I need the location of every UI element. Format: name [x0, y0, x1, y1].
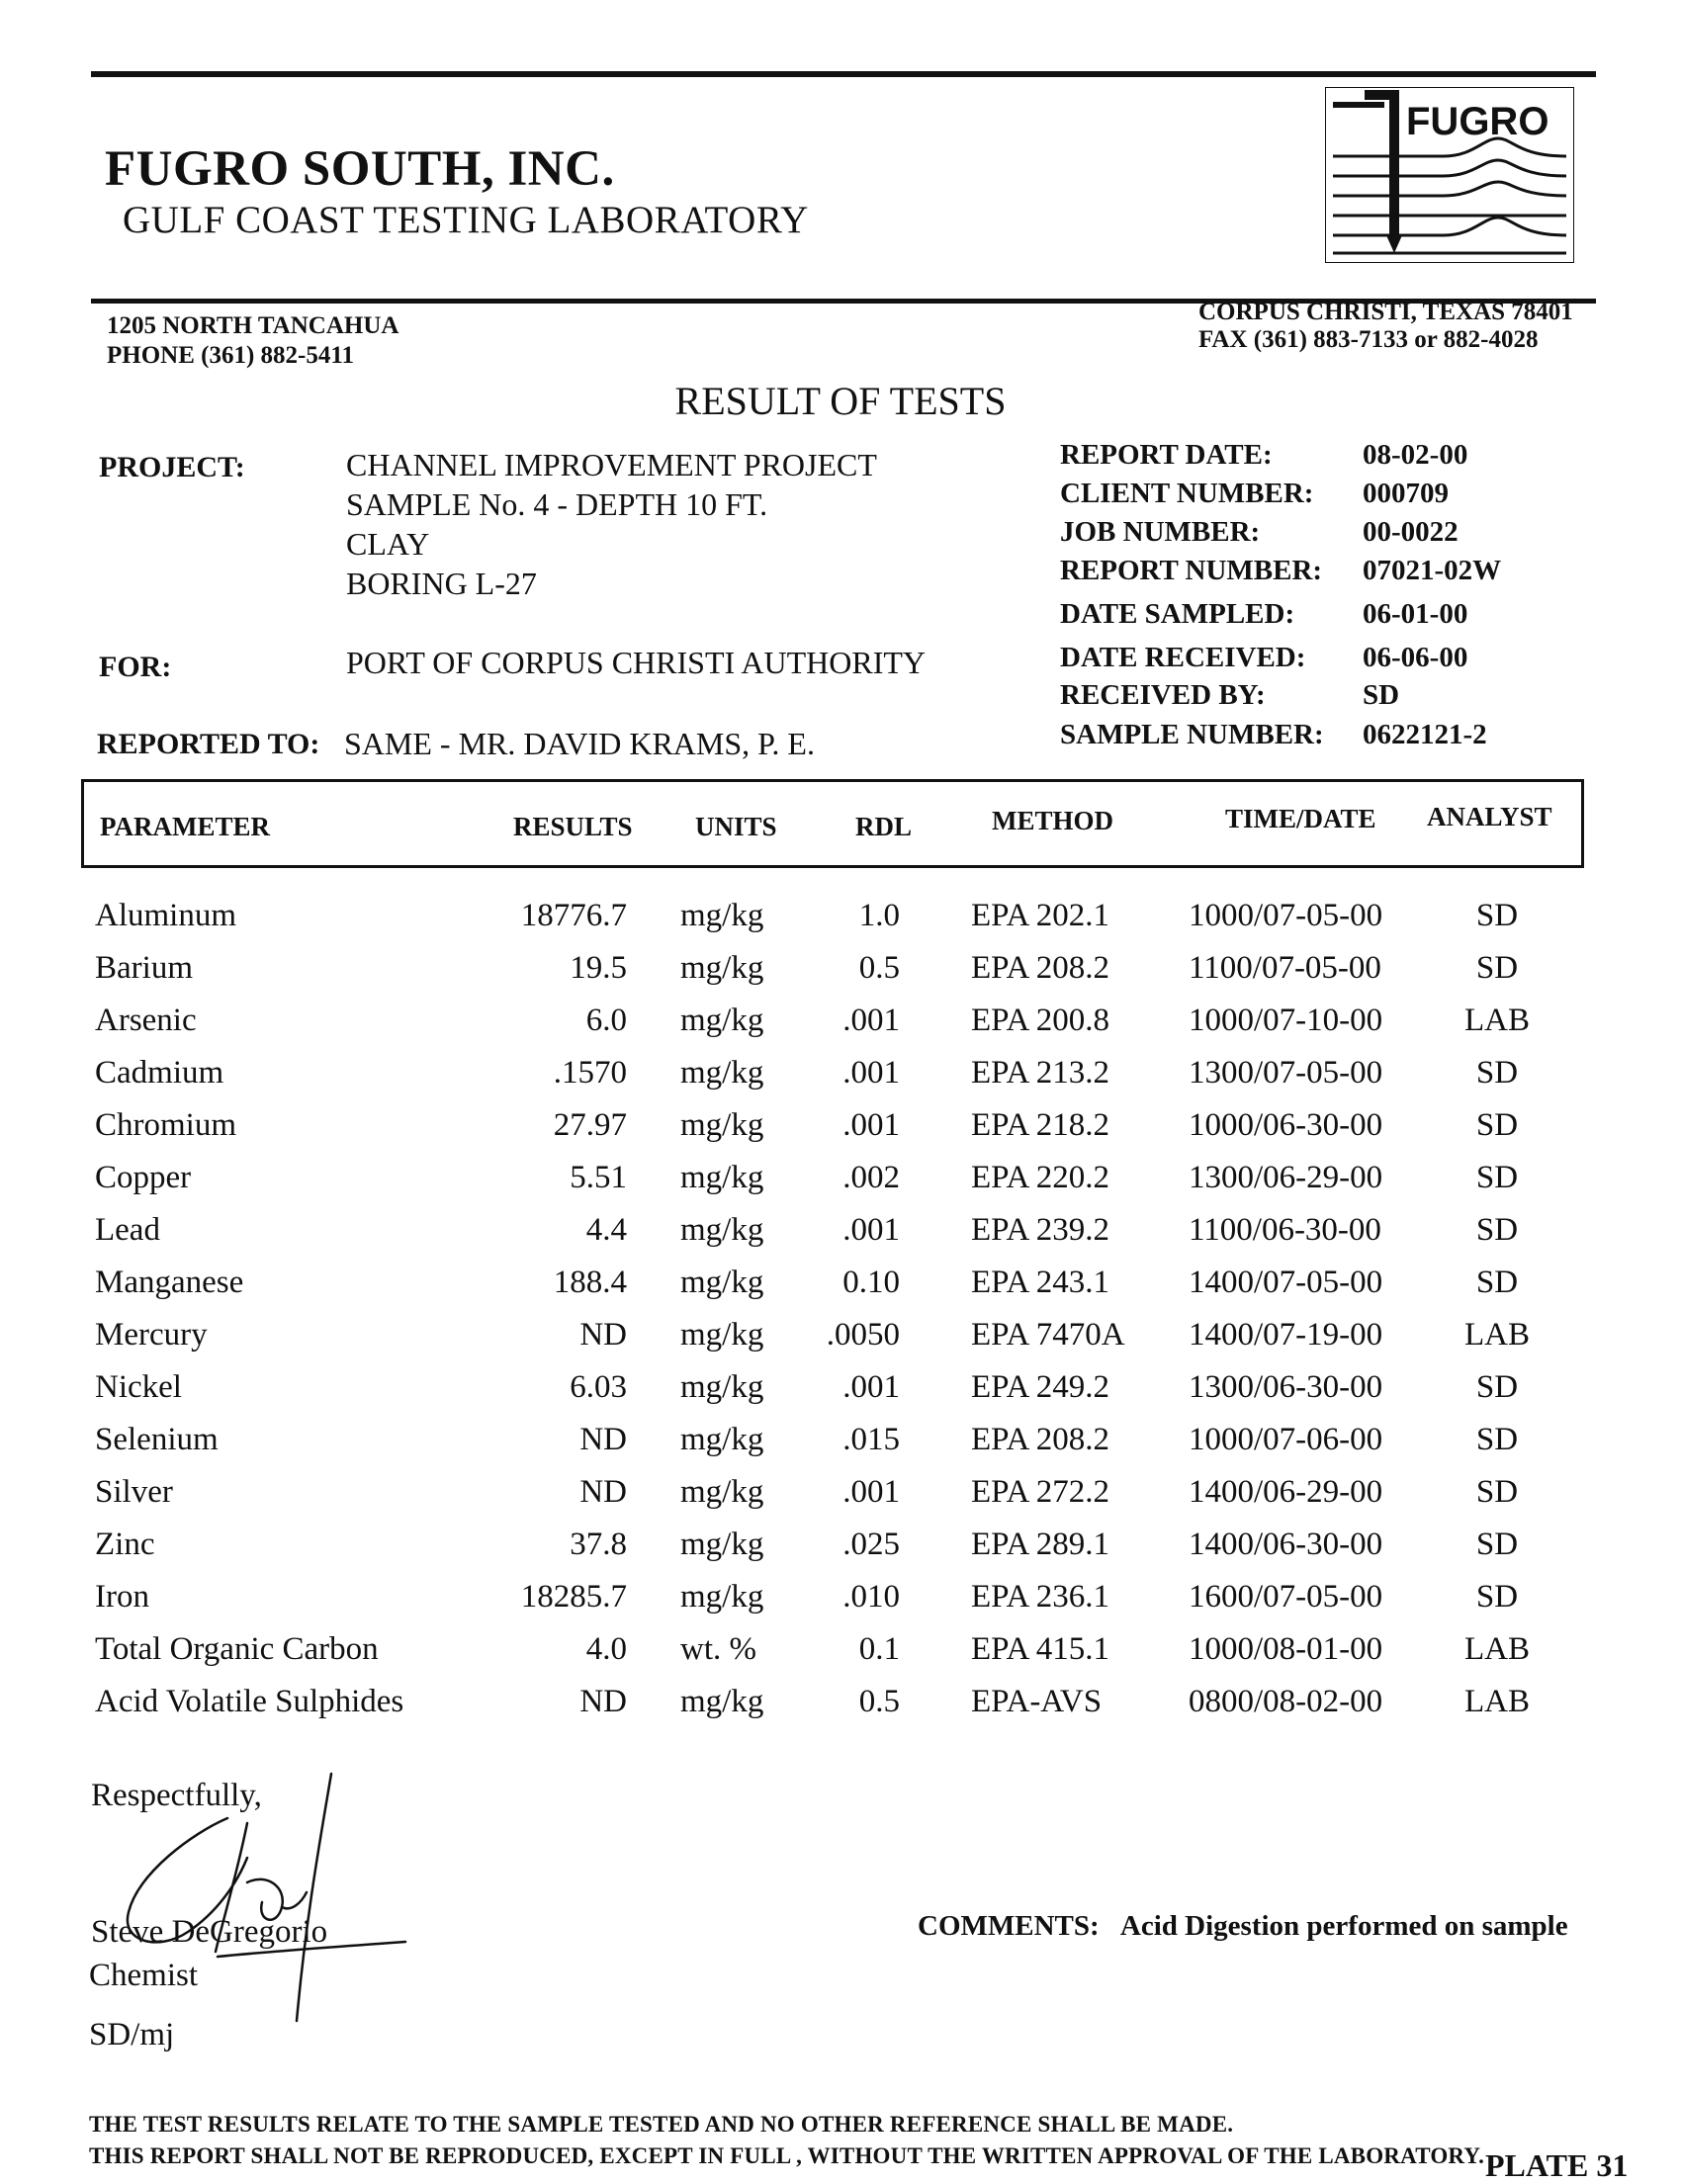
cell-time-date: 1300/06-29-00 [1189, 1160, 1383, 1195]
cell-result: 6.03 [570, 1369, 627, 1405]
column-header-parameter: PARAMETER [100, 812, 270, 841]
cell-analyst: LAB [1464, 1003, 1530, 1038]
cell-method: EPA 415.1 [971, 1631, 1109, 1667]
project-lines [346, 445, 877, 603]
project-line: CLAY [346, 526, 430, 562]
footer-line-1: THE TEST RESULTS RELATE TO THE SAMPLE TESTED AND NO OTHER REFERENCE SHALL BE MADE. [89, 2112, 1234, 2137]
meta-label: JOB NUMBER: [1060, 516, 1261, 548]
meta-value: 06-06-00 [1363, 642, 1468, 673]
comments-label: COMMENTS: [918, 1910, 1100, 1942]
cell-analyst: SD [1475, 1160, 1519, 1195]
meta-label: CLIENT NUMBER: [1060, 478, 1314, 509]
cell-result: 4.4 [585, 1212, 627, 1248]
table-row [0, 1466, 1681, 1519]
table-row [0, 1676, 1681, 1728]
cell-time-date: 1300/06-30-00 [1189, 1369, 1383, 1405]
cell-analyst: SD [1475, 1579, 1519, 1615]
cell-method: EPA 208.2 [971, 1422, 1109, 1457]
cell-time-date: 1400/07-05-00 [1189, 1265, 1383, 1300]
table-header [81, 779, 1584, 868]
phone: PHONE (361) 882-5411 [107, 342, 354, 369]
signer-name: Steve DeGregorio [91, 1914, 328, 1950]
cell-analyst: SD [1475, 898, 1519, 933]
meta-label: DATE RECEIVED: [1060, 642, 1306, 673]
cell-rdl: 0.5 [858, 950, 900, 986]
signer-title: Chemist [89, 1958, 199, 1993]
cell-result: 27.97 [553, 1107, 627, 1143]
lab-name: GULF COAST TESTING LABORATORY [123, 199, 809, 241]
cell-parameter: Zinc [95, 1527, 155, 1562]
cell-parameter: Chromium [95, 1107, 237, 1143]
cell-method: EPA 218.2 [971, 1107, 1109, 1143]
cell-rdl: .001 [842, 1474, 900, 1510]
cell-rdl: .001 [842, 1369, 900, 1405]
table-row [0, 1152, 1681, 1204]
cell-units: mg/kg [680, 1107, 764, 1143]
cell-analyst: SD [1475, 1265, 1519, 1300]
project-label: PROJECT: [99, 451, 245, 483]
cell-method: EPA 249.2 [971, 1369, 1109, 1405]
cell-time-date: 1000/07-05-00 [1189, 898, 1383, 933]
cell-time-date: 1000/08-01-00 [1189, 1631, 1383, 1667]
meta-row [1060, 555, 1594, 598]
cell-time-date: 1100/07-05-00 [1189, 950, 1381, 986]
cell-units: mg/kg [680, 898, 764, 933]
meta-row [1060, 516, 1594, 555]
cell-parameter: Iron [95, 1579, 149, 1615]
project-line: BORING L-27 [346, 566, 537, 601]
cell-result: .1570 [553, 1055, 627, 1091]
cell-rdl: .0050 [826, 1317, 900, 1353]
project-line: SAMPLE No. 4 - DEPTH 10 FT. [346, 486, 768, 522]
header-top-rule [91, 71, 1596, 77]
cell-time-date: 1000/07-10-00 [1189, 1003, 1383, 1038]
cell-rdl: .001 [842, 1003, 900, 1038]
cell-time-date: 1300/07-05-00 [1189, 1055, 1383, 1091]
table-row [0, 1257, 1681, 1309]
table-row [0, 1204, 1681, 1257]
cell-result: 37.8 [570, 1527, 627, 1562]
report-meta [1060, 439, 1594, 758]
cell-time-date: 1600/07-05-00 [1189, 1579, 1383, 1615]
cell-rdl: .002 [842, 1160, 900, 1195]
cell-rdl: .025 [842, 1527, 900, 1562]
address: 1205 NORTH TANCAHUA [107, 312, 399, 339]
cell-rdl: .001 [842, 1212, 900, 1248]
cell-method: EPA-AVS [971, 1684, 1103, 1719]
cell-rdl: 0.10 [842, 1265, 900, 1300]
table-row [0, 1099, 1681, 1152]
cell-method: EPA 289.1 [971, 1527, 1109, 1562]
table-row [0, 1571, 1681, 1623]
cell-parameter: Copper [95, 1160, 192, 1195]
meta-value: SD [1363, 679, 1400, 711]
meta-value: 00-0022 [1363, 516, 1459, 548]
cell-parameter: Selenium [95, 1422, 219, 1457]
cell-units: mg/kg [680, 1527, 764, 1562]
cell-units: mg/kg [680, 950, 764, 986]
meta-label: DATE SAMPLED: [1060, 598, 1295, 630]
cell-time-date: 1400/07-19-00 [1189, 1317, 1383, 1353]
cell-rdl: 0.1 [858, 1631, 900, 1667]
meta-label: SAMPLE NUMBER: [1060, 719, 1324, 750]
cell-analyst: SD [1475, 1107, 1519, 1143]
cell-time-date: 1100/06-30-00 [1189, 1212, 1381, 1248]
cell-parameter: Lead [95, 1212, 160, 1248]
results-table-body [0, 890, 1681, 1728]
cell-result: 188.4 [553, 1265, 627, 1300]
table-row [0, 890, 1681, 942]
cell-parameter: Acid Volatile Sulphides [95, 1684, 404, 1719]
for-value: PORT OF CORPUS CHRISTI AUTHORITY [346, 645, 927, 680]
cell-result: 18776.7 [520, 898, 627, 933]
table-row [0, 1519, 1681, 1571]
meta-value: 000709 [1363, 478, 1449, 509]
meta-value: 0622121-2 [1363, 719, 1487, 750]
cell-result: 18285.7 [520, 1579, 627, 1615]
cell-method: EPA 272.2 [971, 1474, 1109, 1510]
table-row [0, 1309, 1681, 1361]
cell-result: 5.51 [570, 1160, 627, 1195]
cell-time-date: 1000/06-30-00 [1189, 1107, 1383, 1143]
meta-value: 06-01-00 [1363, 598, 1468, 630]
cell-parameter: Silver [95, 1474, 173, 1510]
meta-row [1060, 719, 1594, 758]
cell-result: ND [579, 1422, 627, 1457]
cell-parameter: Mercury [95, 1317, 208, 1353]
cell-rdl: .010 [842, 1579, 900, 1615]
company-name: FUGRO SOUTH, INC. [105, 141, 615, 197]
cell-method: EPA 239.2 [971, 1212, 1109, 1248]
cell-result: 4.0 [585, 1631, 627, 1667]
cell-method: EPA 220.2 [971, 1160, 1109, 1195]
cell-units: mg/kg [680, 1265, 764, 1300]
table-row [0, 1047, 1681, 1099]
cell-parameter: Total Organic Carbon [95, 1631, 379, 1667]
cell-time-date: 1400/06-29-00 [1189, 1474, 1383, 1510]
cell-method: EPA 7470A [971, 1317, 1125, 1353]
meta-label: RECEIVED BY: [1060, 679, 1266, 711]
column-header-rdl: RDL [855, 812, 913, 841]
cell-rdl: 0.5 [858, 1684, 900, 1719]
cell-analyst: SD [1475, 1055, 1519, 1091]
cell-parameter: Manganese [95, 1265, 244, 1300]
cell-time-date: 1400/06-30-00 [1189, 1527, 1383, 1562]
cell-method: EPA 208.2 [971, 950, 1109, 986]
cell-rdl: .015 [842, 1422, 900, 1457]
cell-parameter: Aluminum [95, 898, 237, 933]
column-header-units: UNITS [695, 812, 777, 841]
cell-analyst: SD [1475, 950, 1519, 986]
comments-value: Acid Digestion performed on sample [1119, 1910, 1568, 1942]
cell-analyst: SD [1475, 1527, 1519, 1562]
cell-method: EPA 243.1 [971, 1265, 1109, 1300]
cell-units: mg/kg [680, 1055, 764, 1091]
cell-result: 6.0 [585, 1003, 627, 1038]
cell-units: wt. % [680, 1631, 756, 1667]
meta-value: 07021-02W [1363, 555, 1502, 586]
meta-row [1060, 598, 1594, 642]
cell-rdl: .001 [842, 1107, 900, 1143]
footer-line-2: THIS REPORT SHALL NOT BE REPRODUCED, EXCEPT IN FULL , WITHOUT THE WRITTEN APPROVAL OF THE LABORATORY. [89, 2143, 1485, 2168]
cell-method: EPA 200.8 [971, 1003, 1109, 1038]
city: CORPUS CHRISTI, TEXAS 78401 [1198, 299, 1573, 325]
plate-number: PLATE 31 [1485, 2147, 1629, 2183]
cell-analyst: SD [1475, 1422, 1519, 1457]
table-row [0, 1414, 1681, 1466]
cell-analyst: LAB [1464, 1317, 1530, 1353]
report-title: RESULT OF TESTS [674, 379, 1007, 423]
cell-units: mg/kg [680, 1474, 764, 1510]
meta-row [1060, 478, 1594, 516]
cell-result: ND [579, 1684, 627, 1719]
table-row [0, 1361, 1681, 1414]
cell-method: EPA 213.2 [971, 1055, 1109, 1091]
cell-analyst: SD [1475, 1212, 1519, 1248]
cell-units: mg/kg [680, 1317, 764, 1353]
table-row [0, 1623, 1681, 1676]
cell-units: mg/kg [680, 1422, 764, 1457]
column-header-time-date: TIME/DATE [1225, 804, 1376, 833]
cell-parameter: Cadmium [95, 1055, 224, 1091]
cell-rdl: 1.0 [858, 898, 900, 933]
meta-label: REPORT DATE: [1060, 439, 1273, 471]
table-row [0, 942, 1681, 995]
meta-row [1060, 679, 1594, 719]
column-header-results: RESULTS [513, 812, 633, 841]
cell-units: mg/kg [680, 1160, 764, 1195]
cell-result: 19.5 [570, 950, 627, 986]
cell-time-date: 0800/08-02-00 [1189, 1684, 1383, 1719]
column-header-method: METHOD [992, 806, 1114, 835]
cell-rdl: .001 [842, 1055, 900, 1091]
meta-row [1060, 642, 1594, 679]
column-header-analyst: ANALYST [1427, 802, 1552, 831]
cell-units: mg/kg [680, 1579, 764, 1615]
reported-to-value: SAME - MR. DAVID KRAMS, P. E. [344, 726, 815, 761]
cell-units: mg/kg [680, 1684, 764, 1719]
cell-parameter: Arsenic [95, 1003, 197, 1038]
typist-initials: SD/mj [89, 2017, 175, 2053]
cell-analyst: LAB [1464, 1684, 1530, 1719]
comments [918, 1910, 1568, 1943]
cell-analyst: SD [1475, 1369, 1519, 1405]
cell-analyst: SD [1475, 1474, 1519, 1510]
for-label: FOR: [99, 651, 172, 683]
cell-result: ND [579, 1474, 627, 1510]
fax: FAX (361) 883-7133 or 882-4028 [1198, 326, 1539, 353]
cell-method: EPA 236.1 [971, 1579, 1109, 1615]
cell-units: mg/kg [680, 1369, 764, 1405]
meta-value: 08-02-00 [1363, 439, 1468, 471]
cell-parameter: Nickel [95, 1369, 182, 1405]
closing: Respectfully, [91, 1778, 262, 1813]
cell-result: ND [579, 1317, 627, 1353]
meta-row [1060, 439, 1594, 478]
table-row [0, 995, 1681, 1047]
project-line: CHANNEL IMPROVEMENT PROJECT [346, 447, 877, 482]
cell-method: EPA 202.1 [971, 898, 1109, 933]
fugro-logo [1325, 87, 1574, 263]
cell-units: mg/kg [680, 1003, 764, 1038]
cell-parameter: Barium [95, 950, 193, 986]
cell-analyst: LAB [1464, 1631, 1530, 1667]
meta-label: REPORT NUMBER: [1060, 555, 1323, 586]
cell-units: mg/kg [680, 1212, 764, 1248]
cell-time-date: 1000/07-06-00 [1189, 1422, 1383, 1457]
logo-text: FUGRO [1406, 100, 1549, 143]
reported-to-label: REPORTED TO: [97, 728, 320, 760]
